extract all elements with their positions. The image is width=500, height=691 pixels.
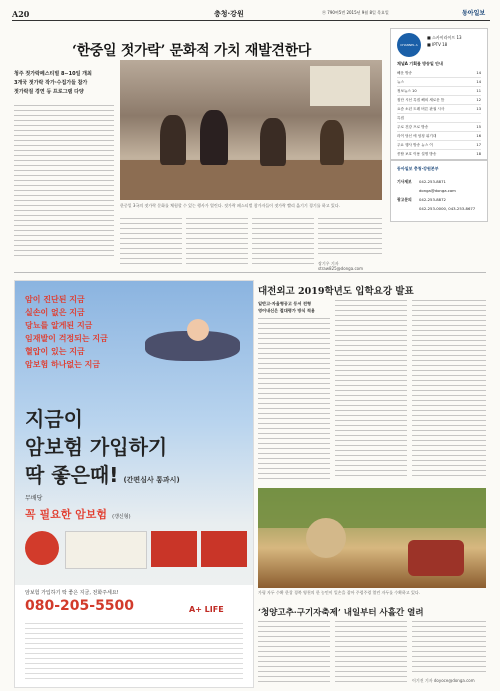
photo-table	[120, 160, 382, 200]
program-name: 뉴스	[397, 80, 404, 84]
ad-skydiver-photo	[135, 311, 245, 386]
ad-product-small: 무배당	[25, 495, 43, 502]
ad-info-box	[65, 531, 147, 569]
contact-label: 광고문의	[397, 197, 412, 202]
program-name: 종합 보호 이용 설명 방송	[397, 152, 437, 156]
middle-sub-line: 일반고·자율형공고 등서 전형	[258, 301, 312, 306]
photo-tree	[258, 488, 486, 528]
contact-row	[397, 195, 481, 204]
program-name: 특집	[397, 116, 404, 120]
paper-name: 동아일보	[462, 10, 486, 17]
ad-company-name: A+ LIFE	[189, 605, 224, 614]
program-name: 주로 건강 프로 방송	[397, 125, 429, 129]
program-row	[397, 132, 481, 141]
ad-big-line-3-note: (간편심사 통과시)	[123, 476, 180, 484]
program-row	[397, 96, 481, 105]
program-num: 12	[476, 98, 481, 102]
header-divider	[12, 20, 490, 21]
main-headline: ‘한중일 젓가락’ 문화적 가치 재발견한다	[72, 43, 312, 59]
program-title: 채널A 기획물 방송일 안내	[397, 61, 443, 66]
main-article-body	[318, 218, 382, 258]
photo-basket	[408, 540, 464, 576]
program-name: 정보뉴스 10	[397, 89, 417, 93]
contact-value: 042-253-0000, 043-253-8677	[419, 206, 476, 211]
bottom-article-body	[412, 621, 486, 675]
ad-big-line-2-text: 암보험 가입하기	[25, 435, 168, 459]
program-row	[397, 69, 481, 78]
page-label: A20	[12, 9, 30, 19]
ad-info-box	[201, 531, 247, 567]
main-byline: 장기우 기자 straw825@donga.com	[318, 261, 363, 271]
photo-banner	[310, 66, 370, 106]
program-num: 13	[476, 107, 481, 111]
photo-person	[200, 110, 228, 165]
ad-phone-number[interactable]: 080-205-5500	[25, 598, 135, 614]
program-row	[397, 141, 481, 150]
program-num: 14	[476, 71, 481, 75]
contact-row	[397, 204, 481, 213]
bottom-headline: ‘청양고추·구기자축제’ 내일부터 사흘간 열려	[258, 608, 424, 618]
contact-title: 동아일보 충청·강원본부	[397, 166, 439, 171]
sidebar-contact-box	[390, 160, 488, 222]
ad-badge	[25, 531, 59, 565]
ad-fine-print	[25, 623, 243, 681]
channel-a-logo-text: CHANNEL A	[400, 43, 418, 47]
middle-article-body	[335, 300, 407, 480]
program-row	[397, 105, 481, 114]
ad-product-name-text: 꼭 필요한 암보험	[25, 508, 108, 521]
photo-person	[260, 118, 286, 166]
bottom-photo-caption: 가평 자두 수확 한창 경북 영천의 한 농민이 일손을 잡아 주렁주렁 열린 자두를 수확하고 있다.	[258, 590, 421, 595]
program-name: 라이 당신 에 엄청 위기대	[397, 134, 437, 138]
channel-line: ■ IPTV 18	[427, 42, 448, 47]
insurance-ad[interactable]	[14, 280, 254, 688]
program-num: 18	[476, 152, 481, 156]
ad-tagline: 당뇨를 알게된 지금	[25, 321, 93, 330]
date-line: ⓦ 790여5번 2015년 9월 8일 목요일	[322, 10, 389, 15]
photo-person	[320, 120, 344, 165]
ad-big-line-2	[25, 431, 167, 460]
main-photo	[120, 60, 382, 200]
section-divider	[14, 272, 486, 273]
program-num: 11	[476, 89, 481, 93]
ad-company-logo	[189, 597, 245, 619]
subheadline-line: 젓가락질 경연 등 프로그램 다양	[14, 89, 84, 95]
program-row	[397, 123, 481, 132]
channel-list	[427, 34, 462, 48]
sidebar-channel-box	[390, 28, 488, 160]
subheadline-line: 3개국 젓가락 작가·수집가들 참가	[14, 80, 88, 86]
middle-subheadline	[258, 300, 330, 314]
photo-person	[160, 115, 186, 165]
ad-big-line-3-text: 딱 좋은때!	[25, 463, 119, 487]
contact-value[interactable]: donga@donga.com	[419, 188, 456, 193]
ad-info-box	[151, 531, 197, 567]
contact-value: 042-253-8872	[419, 197, 446, 202]
bottom-byline: 이기진 기자 doyoce@donga.com	[412, 678, 475, 683]
photo-person	[306, 518, 346, 558]
program-row	[397, 78, 481, 87]
ad-big-line-1: 지금이	[25, 407, 83, 431]
ad-tagline: 암보험 하나없는 지금	[25, 360, 101, 369]
program-num: 15	[476, 125, 481, 129]
program-row	[397, 150, 481, 158]
channel-line: ■ 스카이라이프 13	[427, 35, 462, 40]
ad-product-tag: (갱신형)	[112, 514, 131, 520]
main-article-body	[252, 218, 314, 266]
skydiver-face	[187, 319, 209, 341]
ad-product-name	[25, 503, 131, 522]
main-photo-caption: 한중일 3국의 젓가락 문화를 체험할 수 있는 행사가 열린다. 젓가락 페스티벌 참가자들이 젓가락 빨리 옮기기 경기를 하고 있다.	[120, 203, 340, 208]
bottom-article-body	[258, 621, 330, 683]
bottom-article-body	[335, 621, 407, 683]
main-subheadline	[14, 70, 114, 97]
program-num: 14	[476, 80, 481, 84]
program-name: 해운 방송	[397, 71, 413, 75]
bottom-photo	[258, 488, 486, 588]
middle-sub-line: 영어내신은 절대평가 방식 적용	[258, 308, 315, 313]
ad-tagline: 임재발이 걱정되는 지금	[25, 334, 108, 343]
program-row	[397, 87, 481, 96]
channel-a-logo	[397, 33, 421, 57]
main-article-body	[14, 105, 114, 260]
page-header	[0, 0, 500, 22]
section-label: 충청·강원	[214, 10, 244, 18]
program-name: 주요 행사 방송 뉴스 이	[397, 143, 433, 147]
middle-article-body	[258, 318, 330, 480]
ad-tagline: 실손이 없은 지금	[25, 308, 85, 317]
program-row	[397, 114, 481, 123]
ad-tagline: 혈압이 있는 지금	[25, 347, 85, 356]
contact-row	[397, 177, 481, 186]
ad-tagline: 암이 진단된 지금	[25, 295, 85, 304]
contact-label: 기사제보	[397, 179, 412, 184]
middle-article-body	[412, 300, 486, 480]
program-name: 요즘 소년 트레 버튼 판권 시사	[397, 107, 445, 111]
ad-phone-intro: 암보험 가입하기 딱 좋은 지금, 전화주세요!	[25, 590, 119, 596]
subheadline-line: 청주 젓가락페스티벌 8∼10일 개최	[14, 71, 92, 77]
contact-value: 042-253-8871	[419, 179, 446, 184]
program-list	[397, 69, 481, 158]
main-article-body	[120, 218, 182, 266]
contact-row	[397, 186, 481, 195]
middle-headline: 대전외고 2019학년도 입학요강 발표	[258, 286, 414, 297]
ad-big-line-3	[25, 459, 180, 488]
program-num: 17	[476, 143, 481, 147]
main-article-body	[186, 218, 248, 266]
contact-list	[397, 177, 481, 213]
program-name: 집단 시선 특집 해외 새로운 틈	[397, 98, 445, 102]
ad-phone-panel	[15, 585, 253, 687]
program-num: 16	[476, 134, 481, 138]
